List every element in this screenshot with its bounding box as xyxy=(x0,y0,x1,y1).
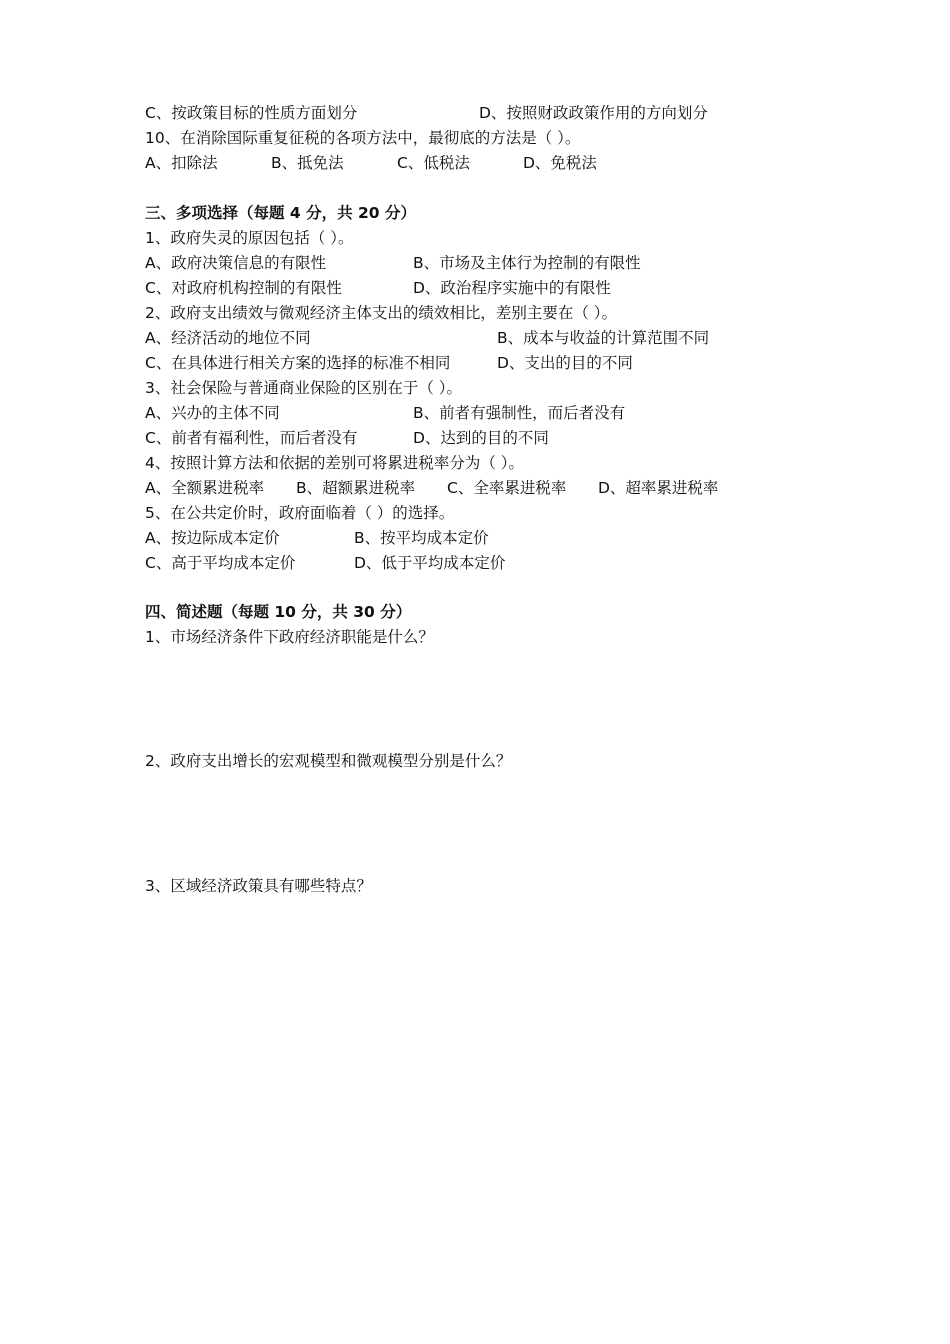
mq1-option-c: C、对政府机构控制的有限性 xyxy=(145,279,342,297)
mq2-option-a: A、经济活动的地位不同 xyxy=(145,329,311,347)
mq5-option-a: A、按边际成本定价 xyxy=(145,529,280,547)
mq1-option-b: B、市场及主体行为控制的有限性 xyxy=(413,254,641,272)
q9-option-d: D、按照财政政策作用的方向划分 xyxy=(479,104,708,122)
q10-option-a: A、扣除法 xyxy=(145,154,218,172)
mq5-option-c: C、高于平均成本定价 xyxy=(145,554,296,572)
mq1-option-a: A、政府决策信息的有限性 xyxy=(145,254,327,272)
mq3-option-b: B、前者有强制性，而后者没有 xyxy=(413,404,626,422)
q10-option-b: B、抵免法 xyxy=(271,154,344,172)
mq3-option-c: C、前者有福利性，而后者没有 xyxy=(145,429,358,447)
mq2-option-b: B、成本与收益的计算范围不同 xyxy=(497,329,710,347)
mq2-option-c: C、在具体进行相关方案的选择的标准不相同 xyxy=(145,354,451,372)
mq3-option-d: D、达到的目的不同 xyxy=(413,429,549,447)
mq4-option-a: A、全额累进税率 xyxy=(145,479,265,497)
exam-page: C、按政策目标的性质方面划分 D、按照财政政策作用的方向划分 10、在消除国际重复征税的各项方法中，最彻底的方法是（ ）。 A、扣除法 B、抵免法 C、低税法 D、免税法 三、多项选择（每题 4 分，共 20 分） 1、政府失灵的原因包括（ ）。 A、政府决策信息的有限性 B、市场及主体行为控制的有限性 C、对政府机构控制的有限性 D、政治程序实施中的有限性 2、政府支出绩效与微观经济主体支出的绩效相比，差别主要在（ ）。 A、经济活动的地位不同 B、成本与收益的计算范围不同 C、在具体进行相关方案的选择的标准不相同 D、支出的目的不同 3、社会保险与普通商业保险的区别在于（ ）。 A、兴办的主体不同 B、前者有强制性，而后者没有 C、前者有福利性，而后者没有 D、达到的目的不同 4、按照计算方法和依据的差别可将累进税率分为（ ）。 A、全额累进税率 B、超额累进税率 C、全率累进税率 D、超率累进税率 5、在公共定价时，政府面临着（ ）的选择。 A、按边际成本定价 B、按平均成本定价 C、高于平均成本定价 D、低于平均成本定价 四、简述题（每题 10 分，共 30 分） 1、市场经济条件下政府经济职能是什么？ 2、政府支出增长的宏观模型和微观模型分别是什么？ 3、区域经济政策具有哪些特点？ xyxy=(0,0,950,1344)
mq5-option-b: B、按平均成本定价 xyxy=(354,529,489,547)
q10-option-c: C、低税法 xyxy=(397,154,470,172)
mq1-option-d: D、政治程序实施中的有限性 xyxy=(413,279,611,297)
mq2-option-d: D、支出的目的不同 xyxy=(497,354,633,372)
mq4-option-b: B、超额累进税率 xyxy=(296,479,416,497)
q9-option-c: C、按政策目标的性质方面划分 xyxy=(145,104,358,122)
mq4-option-d: D、超率累进税率 xyxy=(598,479,719,497)
mq5-option-d: D、低于平均成本定价 xyxy=(354,554,506,572)
q10-option-d: D、免税法 xyxy=(523,154,597,172)
mq3-option-a: A、兴办的主体不同 xyxy=(145,404,280,422)
mq4-option-c: C、全率累进税率 xyxy=(447,479,567,497)
